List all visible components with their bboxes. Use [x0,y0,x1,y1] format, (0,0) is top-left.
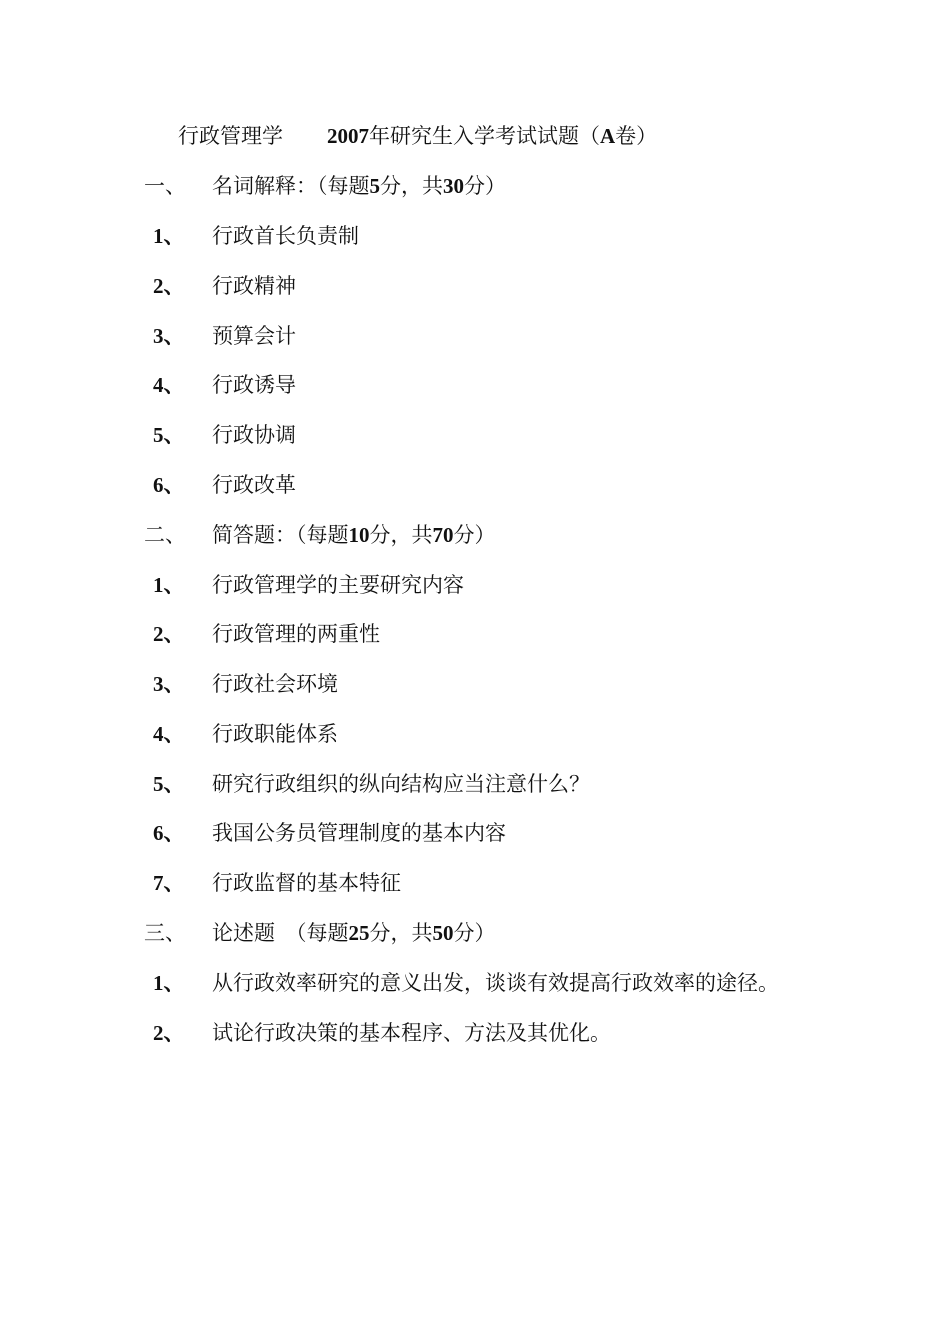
section-mid: 分，共 [380,174,443,198]
question-number: 1、 [153,971,185,995]
question-number: 1、 [153,224,185,248]
question-number: 7、 [153,871,185,895]
question-text: 行政精神 [212,274,296,298]
section-mid: 分，共 [369,921,433,945]
question-text: 行政诱导 [212,373,296,397]
exam-year: 2007 [327,124,369,148]
section-total: 30 [443,174,464,198]
question-number: 5、 [153,423,185,447]
question-number: 6、 [153,821,185,845]
section-end: 分） [453,921,496,945]
question-number: 4、 [153,722,185,746]
question-number: 2、 [153,274,185,298]
section-title [212,171,506,201]
section-label: 论述题 （每题 [212,921,349,945]
question-number: 5、 [153,772,185,796]
title-middle: 年研究生入学考试试题（ [369,124,600,148]
question-text: 预算会计 [212,324,296,348]
section-mid: 分，共 [369,523,433,547]
question-number: 3、 [153,324,185,348]
question-text: 行政监督的基本特征 [212,871,401,895]
question-text: 我国公务员管理制度的基本内容 [212,821,506,845]
section-title [212,520,496,550]
section-end: 分） [464,174,506,198]
question-text: 行政改革 [212,473,296,497]
section-number: 二、 [144,523,186,547]
question-number: 6、 [153,473,185,497]
exam-title [178,122,657,150]
section-number: 三、 [144,921,186,945]
question-text: 行政管理的两重性 [212,622,380,646]
question-number: 1、 [153,573,185,597]
per-question-score: 10 [348,523,370,547]
per-question-score: 5 [369,174,380,198]
question-number: 2、 [153,1021,185,1045]
question-number: 2、 [153,622,185,646]
section-end: 分） [453,523,496,547]
section-number: 一、 [144,174,186,198]
section-total: 70 [432,523,454,547]
question-text: 行政首长负责制 [212,224,359,248]
section-title [212,918,496,948]
question-text: 试论行政决策的基本程序、方法及其优化。 [212,1021,611,1045]
section-total: 50 [432,921,454,945]
question-text: 从行政效率研究的意义出发，谈谈有效提高行政效率的途径。 [212,971,779,995]
question-number: 3、 [153,672,185,696]
question-text: 行政职能体系 [212,722,338,746]
question-text: 研究行政组织的纵向结构应当注意什么？ [212,772,590,796]
question-text: 行政管理学的主要研究内容 [212,573,464,597]
section-label: 名词解释：（每题 [212,174,370,198]
title-end: 卷） [615,124,658,148]
section-label: 简答题：（每题 [212,523,349,547]
paper-code: A [600,124,616,148]
question-text: 行政社会环境 [212,672,338,696]
per-question-score: 25 [348,921,370,945]
question-number: 4、 [153,373,185,397]
question-text: 行政协调 [212,423,296,447]
subject-name: 行政管理学 [178,124,283,148]
